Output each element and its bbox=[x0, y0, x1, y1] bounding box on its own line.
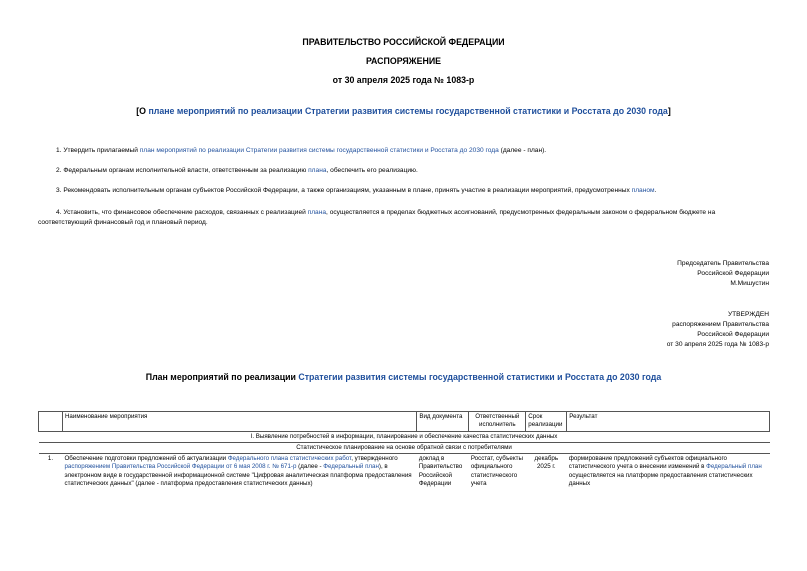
row-deadline: декабрь 2025 г. bbox=[534, 455, 559, 471]
row-number: 1. bbox=[47, 455, 54, 463]
approved-block bbox=[500, 310, 769, 350]
row-name-text-2: , утвержденного bbox=[351, 455, 398, 463]
paragraph-3 bbox=[56, 186, 776, 196]
paragraph-4 bbox=[38, 208, 770, 228]
plan-title bbox=[0, 372, 807, 382]
row-name-text-4: ), в электронном виде в государственной информационной системе "Цифровая аналитическая платформа предоставления статистических данных" (далее - платформа предоставления статистических данных) bbox=[64, 463, 412, 488]
paragraph-3-text: 3. Рекомендовать исполнительным органам субъектов Российской Федерации, а также организациям, указанным в плане, принять участие в реализации мероприятий, предусмотренных bbox=[56, 187, 632, 194]
row-result-text-1: формирование предложений субъектов официального статистического учета о внесении изменений в bbox=[568, 455, 728, 471]
decree-link[interactable]: распоряжением Правительства Российской Федерации от 6 мая 2008 г. № 671-р bbox=[64, 463, 297, 471]
document-subject bbox=[0, 106, 807, 116]
plan-link[interactable]: план мероприятий по реализации Стратегии развития системы государственной статистики и Росстата до 2030 года bbox=[139, 147, 499, 154]
section-title: I. Выявление потребностей в информации, планирование и обеспечение качества статистических данных bbox=[39, 431, 770, 442]
row-result-text-2: осуществляется на платформе предоставления статистических данных bbox=[568, 471, 753, 488]
row-name-text-3: (далее - bbox=[296, 463, 324, 471]
signature-block bbox=[500, 259, 769, 289]
table-row bbox=[39, 454, 770, 490]
header-number-cell bbox=[39, 412, 63, 432]
subsection-title: Статистическое планирование на основе обратной связи с потребителями bbox=[39, 442, 770, 453]
federal-plan-link-2[interactable]: Федеральный план bbox=[323, 463, 379, 471]
plan-link-2[interactable]: плана bbox=[308, 167, 327, 174]
plan-title-text: План мероприятий по реализации bbox=[145, 372, 299, 382]
approved-line-3: от 30 апреля 2025 года № 1083-р bbox=[666, 341, 769, 348]
federal-plan-link-3[interactable]: Федеральный план bbox=[706, 463, 762, 471]
paragraph-1-text: 1. Утвердить прилагаемый bbox=[56, 147, 140, 154]
header-result: Результат bbox=[567, 412, 770, 432]
subject-link[interactable]: плане мероприятий по реализации Стратегии развития системы государственной статистики и Росстата до 2030 года bbox=[148, 106, 668, 116]
federal-plan-link[interactable]: Федерального плана статистических работ bbox=[227, 455, 352, 463]
paragraph-1-tail: (далее - план). bbox=[498, 147, 547, 154]
header-doc-type: Вид документа bbox=[417, 412, 469, 432]
paragraph-2-text: 2. Федеральным органам исполнительной власти, ответственным за реализацию bbox=[56, 167, 309, 174]
strategy-link[interactable]: Стратегии развития системы государственной статистики и Росстата до 2030 года bbox=[298, 372, 662, 382]
row-result bbox=[567, 454, 770, 490]
approved-title: УТВЕРЖДЕН bbox=[727, 311, 769, 318]
paragraph-1 bbox=[56, 146, 776, 156]
plan-table bbox=[38, 411, 770, 489]
paragraph-3-tail: . bbox=[654, 187, 657, 194]
subsection-row bbox=[39, 442, 770, 453]
signature-name: М.Мишустин bbox=[730, 280, 769, 287]
header-name: Наименование мероприятия bbox=[62, 412, 416, 432]
row-name-text-1: Обеспечение подготовки предложений об актуализации bbox=[64, 455, 228, 463]
row-doc-type: доклад в Правительство Российской Федерации bbox=[418, 455, 463, 488]
row-name bbox=[62, 454, 416, 490]
subject-bracket-close: ] bbox=[667, 106, 671, 116]
paragraph-2 bbox=[56, 166, 776, 176]
approved-line-1: распоряжением Правительства bbox=[672, 321, 769, 328]
header-executor: Ответственный исполнитель bbox=[469, 412, 526, 432]
section-row bbox=[39, 431, 770, 442]
paragraph-4-tail: , осуществляется в пределах бюджетных ассигнований, предусмотренных федеральным законом о федеральном бюджете на соответствующий финансовый год и плановый период. bbox=[38, 209, 716, 226]
document-date-number: от 30 апреля 2025 года № 1083-р bbox=[332, 75, 475, 85]
subject-bracket-open: [О bbox=[136, 106, 149, 116]
row-executor: Росстат, субъекты официального статистического учета bbox=[470, 455, 523, 488]
document-type: РАСПОРЯЖЕНИЕ bbox=[365, 56, 442, 66]
plan-link-3[interactable]: планом bbox=[631, 187, 655, 194]
government-title: ПРАВИТЕЛЬСТВО РОССИЙСКОЙ ФЕДЕРАЦИИ bbox=[302, 37, 505, 47]
paragraph-4-text: 4. Установить, что финансовое обеспечение расходов, связанных с реализацией bbox=[56, 209, 308, 216]
header-deadline: Срок реализации bbox=[526, 412, 567, 432]
approved-line-2: Российской Федерации bbox=[697, 331, 769, 338]
paragraph-2-tail: , обеспечить его реализацию. bbox=[326, 167, 418, 174]
signature-position: Председатель Правительства bbox=[677, 260, 769, 267]
table-header-row bbox=[39, 412, 770, 432]
plan-link-4[interactable]: плана bbox=[307, 209, 327, 216]
signature-country: Российской Федерации bbox=[697, 270, 769, 277]
